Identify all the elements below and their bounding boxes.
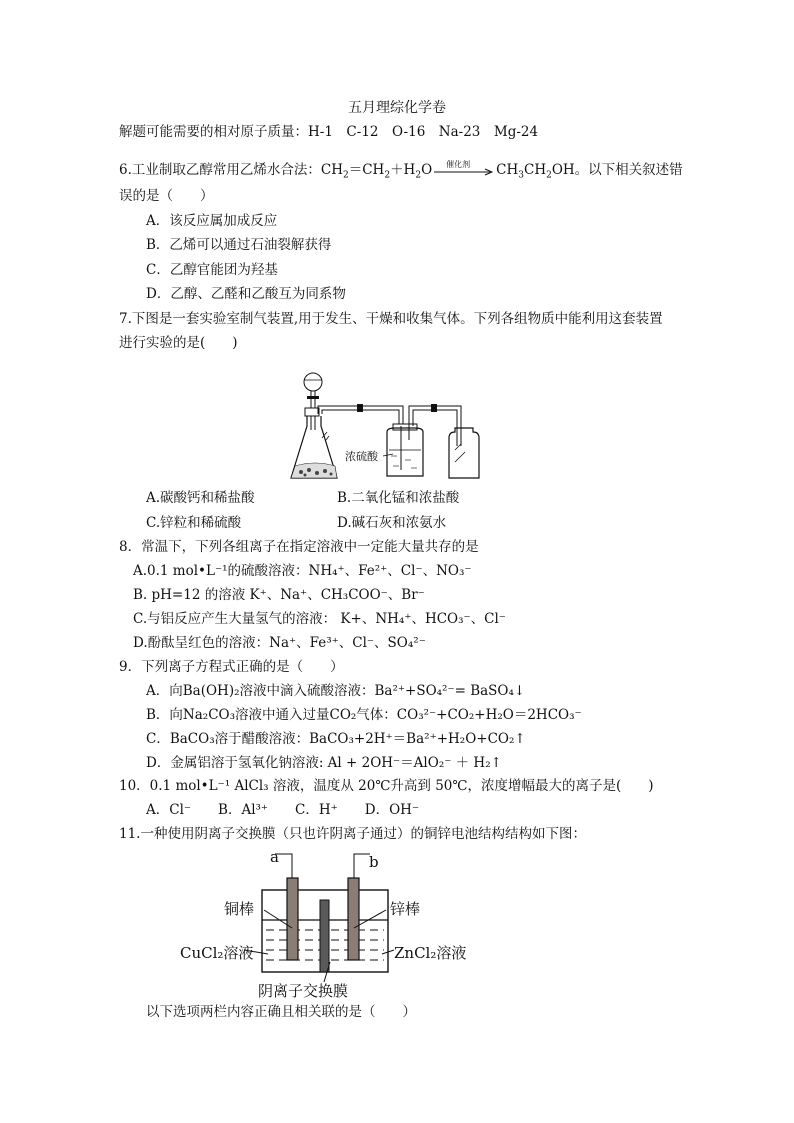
q9-option-a: A．向Ba(OH)₂溶液中滴入硫酸溶液：Ba²⁺+SO₄²⁻= BaSO₄↓ — [146, 683, 526, 699]
reaction-arrow: 催化剂 — [432, 164, 496, 178]
q7-option-b: B.二氧化锰和浓盐酸 — [337, 490, 460, 506]
q9-option-d: D．金属铝溶于氢氧化钠溶液: Al + 2OH⁻＝AlO₂⁻ ＋ H₂↑ — [146, 755, 502, 771]
q7-option-d: D.碱石灰和浓氨水 — [337, 515, 447, 531]
label-copper-rod: 铜棒 — [224, 900, 255, 918]
q7-option-a: A.碳酸钙和稀盐酸 — [146, 490, 255, 506]
q9-option-b: B．向Na₂CO₃溶液中通入过量CO₂气体：CO₃²⁻+CO₂+H₂O＝2HCO₃⁻ — [146, 707, 582, 723]
q7-stem-line2: 进行实验的是( ) — [119, 335, 238, 351]
q7-stem: 7.下图是一套实验室制气装置,用于发生、干燥和收集气体。下列各组物质中能利用这套装置 — [119, 311, 663, 327]
q9-stem: 9．下列离子方程式正确的是（ ） — [119, 659, 344, 675]
q8-stem: 8．常温下，下列各组离子在指定溶液中一定能大量共存的是 — [119, 539, 479, 555]
gas-apparatus-diagram — [285, 370, 485, 488]
q7-option-c: C.锌粒和稀硫酸 — [146, 515, 242, 531]
q11-tail: 以下选项两栏内容正确且相关联的是（ ） — [146, 1004, 416, 1020]
label-cucl2-solution: CuCl₂溶液 — [180, 944, 254, 962]
label-b: b — [369, 853, 379, 871]
q10-options: A．Cl⁻ B．Al³⁺ C．H⁺ D．OH⁻ — [146, 802, 420, 818]
atomic-masses: 解题可能需要的相对原子质量：H-1 C-12 O-16 Na-23 Mg-24 — [119, 124, 539, 140]
label-zncl2-solution: ZnCl₂溶液 — [394, 944, 467, 962]
q9-option-c: C．BaCO₃溶于醋酸溶液：BaCO₃+2H⁺＝Ba²⁺+H₂O+CO₂↑ — [146, 731, 526, 747]
q6-stem-line2: 误的是（ ） — [119, 188, 214, 204]
q6-option-a: A．该反应属加成反应 — [146, 213, 278, 229]
q8-option-b: B. pH=12 的溶液 K⁺、Na⁺、CH₃COO⁻、Br⁻ — [133, 587, 425, 603]
q8-option-c: C.与铝反应产生大量氢气的溶液： K+、NH₄⁺、HCO₃⁻、Cl⁻ — [133, 611, 506, 627]
copper-zinc-cell-diagram — [180, 850, 480, 1000]
label-conc-sulfuric-acid: 浓硫酸 — [345, 448, 378, 466]
q6-stem: 6.工业制取乙醇常用乙烯水合法：$CH_2=CH_2+H_2O$ 催化剂 $CH_3CH_2OH$。以下相关叙述错 — [119, 159, 683, 181]
q6-option-b: B．乙烯可以通过石油裂解获得 — [146, 237, 332, 253]
q8-option-a: A.0.1 mol•L⁻¹的硫酸溶液：NH₄⁺、Fe²⁺、Cl⁻、NO₃⁻ — [133, 563, 472, 579]
label-anion-exchange-membrane: 阴离子交换膜 — [258, 982, 349, 1000]
page-title: 五月理综化学卷 — [348, 100, 446, 116]
q11-stem: 11.一种使用阴离子交换膜（只也许阴离子通过）的铜锌电池结构结构如下图： — [119, 826, 586, 842]
q10-stem: 10．0.1 mol•L⁻¹ AlCl₃ 溶液，温度从 20℃升高到 50℃，浓度增幅最大的离子是( ) — [119, 778, 654, 794]
label-a: a — [270, 848, 279, 866]
q8-option-d: D.酚酞呈红色的溶液：Na⁺、Fe³⁺、Cl⁻、SO₄²⁻ — [133, 635, 426, 651]
q6-option-c: C．乙醇官能团为羟基 — [146, 262, 278, 278]
q6-option-d: D．乙醇、乙醛和乙酸互为同系物 — [146, 286, 346, 302]
label-zinc-rod: 锌棒 — [390, 900, 421, 918]
